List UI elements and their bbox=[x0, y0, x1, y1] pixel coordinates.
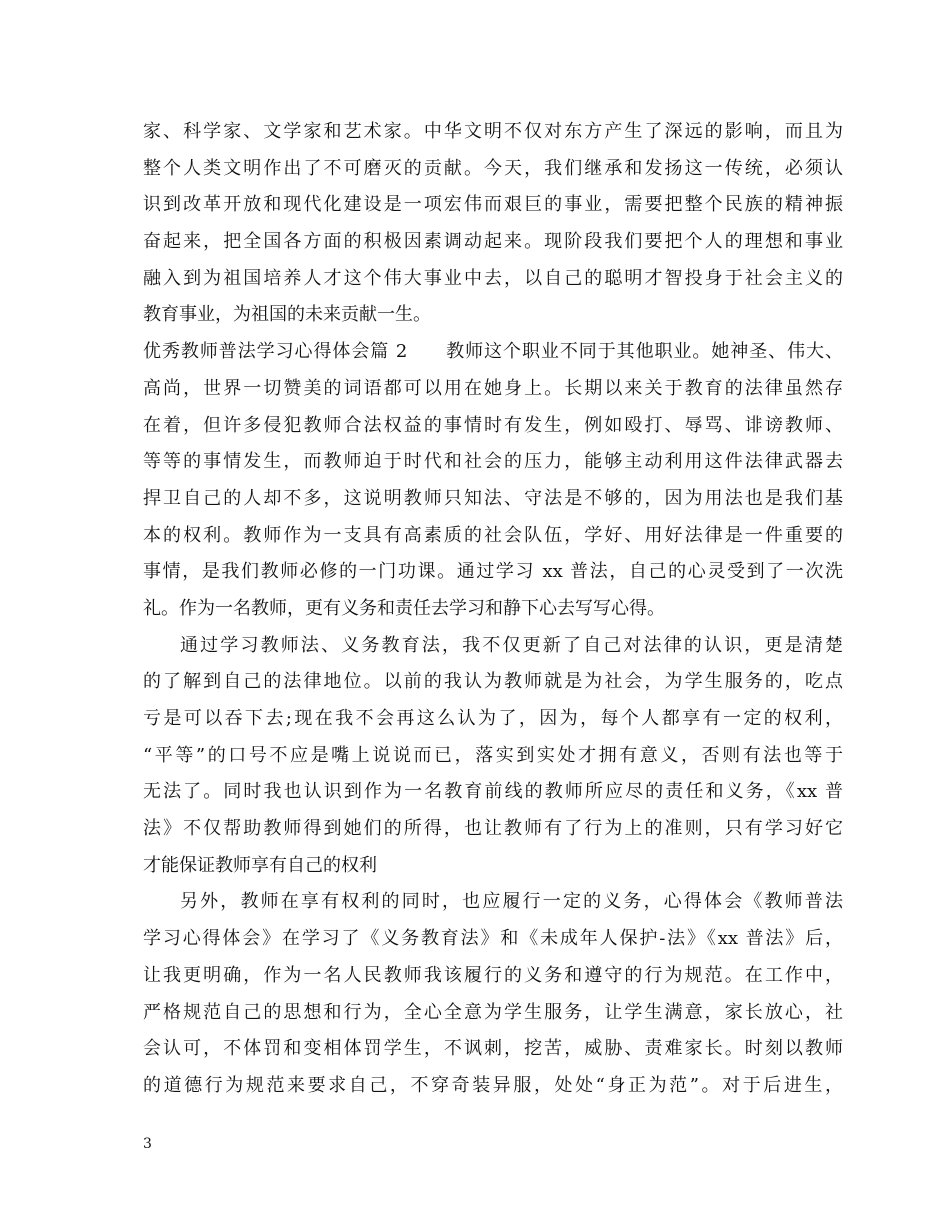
text-line: 本的权利。教师作为一支具有高素质的社会队伍，学好、用好法律是一件重要的 bbox=[143, 524, 843, 546]
text-line: 整个人类文明作出了不可磨灭的贡献。今天，我们继承和发扬这一传统，必须认 bbox=[143, 157, 843, 179]
paragraph-first-line: 通过学习教师法、义务教育法，我不仅更新了自己对法律的认识，更是清楚 bbox=[180, 634, 843, 656]
text-line: 融入到为祖国培养人才这个伟大事业中去，以自己的聪明才智投身于社会主义的 bbox=[143, 267, 843, 289]
text-line: 法》不仅帮助教师得到她们的所得，也让教师有了行为上的准则，只有学习好它 bbox=[143, 818, 843, 840]
text-line: 礼。作为一名教师，更有义务和责任去学习和静下心去写写心得。 bbox=[143, 597, 665, 619]
text-line: 在着，但许多侵犯教师合法权益的事情时有发生，例如殴打、辱骂、诽谤教师、 bbox=[143, 414, 843, 436]
text-line: 事情，是我们教师必修的一门功课。通过学习 xx 普法，自己的心灵受到了一次洗 bbox=[143, 561, 843, 583]
page-number: 3 bbox=[143, 1136, 152, 1152]
text-line: “平等”的口号不应是嘴上说说而已，落实到实处才拥有意义，否则有法也等于 bbox=[143, 744, 843, 766]
text-line: 识到改革开放和现代化建设是一项宏伟而艰巨的事业，需要把整个民族的精神振 bbox=[143, 194, 843, 216]
text-line: 等等的事情发生，而教师迫于时代和社会的压力，能够主动利用这件法律武器去 bbox=[143, 451, 843, 473]
body-text bbox=[143, 114, 843, 1105]
text-line: 会认可，不体罚和变相体罚学生，不讽刺，挖苦，威胁、责难家长。时刻以教师 bbox=[143, 1038, 843, 1060]
text-line: 奋起来，把全国各方面的积极因素调动起来。现阶段我们要把个人的理想和事业 bbox=[143, 231, 843, 253]
paragraph-first-line: 另外，教师在享有权利的同时，也应履行一定的义务，心得体会《教师普法 bbox=[180, 891, 843, 913]
text-line: 捍卫自己的人却不多，这说明教师只知法、守法是不够的，因为用法也是我们基 bbox=[143, 487, 843, 509]
text-line: 学习心得体会》在学习了《义务教育法》和《未成年人保护-法》《xx 普法》后， bbox=[143, 928, 843, 950]
text-line: 让我更明确，作为一名人民教师我该履行的义务和遵守的行为规范。在工作中， bbox=[143, 964, 843, 986]
section-heading-line: 优秀教师普法学习心得体会篇 2 教师这个职业不同于其他职业。她神圣、伟大、 bbox=[143, 341, 843, 363]
text-line: 才能保证教师享有自己的权利 bbox=[143, 854, 377, 876]
text-line: 家、科学家、文学家和艺术家。中华文明不仅对东方产生了深远的影响，而且为 bbox=[143, 121, 843, 142]
text-line: 无法了。同时我也认识到作为一名教育前线的教师所应尽的责任和义务，《xx 普 bbox=[143, 781, 843, 803]
text-line: 的了解到自己的法律地位。以前的我认为教师就是为社会，为学生服务的，吃点 bbox=[143, 671, 843, 693]
text-line: 严格规范自己的思想和行为，全心全意为学生服务，让学生满意，家长放心，社 bbox=[143, 1001, 843, 1023]
text-line: 亏是可以吞下去;现在我不会再这么认为了，因为，每个人都享有一定的权利， bbox=[143, 708, 843, 729]
text-line: 教育事业，为祖国的未来贡献一生。 bbox=[143, 304, 431, 326]
text-line: 高尚，世界一切赞美的词语都可以用在她身上。长期以来关于教育的法律虽然存 bbox=[143, 377, 843, 399]
text-line: 的道德行为规范来要求自己，不穿奇装异服，处处“身正为范”。对于后进生， bbox=[143, 1074, 843, 1096]
